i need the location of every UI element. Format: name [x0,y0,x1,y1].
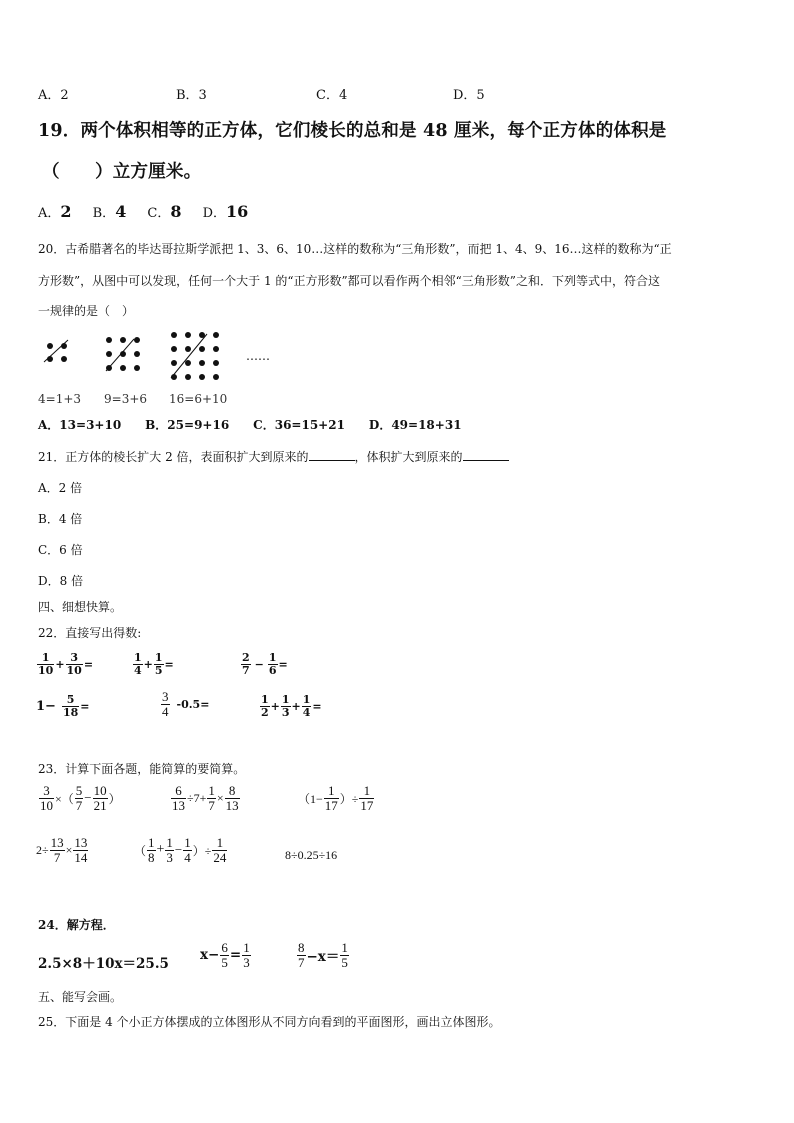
q21-blank-2[interactable] [463,449,509,461]
numerator: 8 [298,940,305,955]
operator: −x＝ [306,949,340,966]
q19-line1: 19．两个体积相等的正方体，它们棱长的总和是 48 厘米，每个正方体的体积是 [38,121,667,141]
denominator: 24 [213,849,227,865]
prefix: x− [200,947,220,964]
q25-text: 25．下面是 4 个小正方体摆成的立体图形从不同方向看到的平面图形，画出立体图形。 [38,1015,501,1029]
denominator: 13 [172,797,185,813]
operator: − [254,657,264,671]
numerator: 6 [221,940,228,955]
numerator: 5 [62,694,79,707]
operator: + [143,657,153,671]
operator: + [55,657,65,671]
denominator: 4 [162,703,169,719]
q20-options[interactable]: A．13=3+10 B．25=9+16 C．36=15+21 D．49=18+31 [38,418,462,432]
numerator: 1 [212,836,227,851]
q18-option-d[interactable]: D．5 [453,88,485,103]
operator: − [84,790,92,806]
numerator: 8 [225,784,240,799]
q19-option-b[interactable]: 4 [115,202,127,221]
denominator: 21 [93,797,107,813]
prefix: 1− [36,698,56,714]
q24-equation-3 [296,941,350,969]
numerator: 5 [75,783,83,798]
operator: × [216,790,224,805]
denominator: 4 [184,849,191,865]
numerator: 1 [302,693,311,706]
equals: = [278,657,288,671]
q18-option-b[interactable]: B．3 [176,88,207,103]
q22-expr-3 [240,652,288,676]
denominator: 8 [148,849,155,865]
numerator: 1 [268,651,277,664]
operator: ×（ [55,791,74,806]
suffix: ） [108,791,121,806]
denominator: 17 [324,797,338,813]
numerator: 1 [184,835,191,850]
numerator: 3 [162,689,169,704]
equals: = [83,657,94,671]
numerator: 6 [171,784,186,799]
denominator: 14 [74,849,88,865]
q20-ellipsis: …… [246,349,270,363]
denominator: 5 [341,954,348,970]
q24-equation-2 [200,941,252,969]
numerator: 13 [74,835,88,850]
section-4-heading: 四、细想快算。 [38,600,123,614]
q19-option-c[interactable]: 8 [170,202,182,221]
denominator: 7 [75,797,83,813]
denominator: 10 [66,663,82,677]
q22-expr-1 [36,652,93,676]
numerator: 1 [341,940,348,955]
equals: = [164,657,174,671]
q22-expr-4 [36,694,89,718]
section-5-heading: 五、能写会画。 [38,990,123,1004]
denominator: 3 [243,954,250,970]
q23-expr-5 [134,836,228,864]
denominator: 6 [268,663,277,677]
q20-line1: 20．古希腊著名的毕达哥拉斯学派把 1、3、6、10…这样的数称为“三角形数”，而把 1、4、9、16…这样的数称为“正 [38,242,672,256]
q23-expr-1 [38,784,121,812]
prefix: 2÷ [36,842,49,857]
denominator: 5 [221,954,228,970]
q24-title: 24．解方程． [38,918,115,932]
q21-option-c[interactable]: C．6 倍 [38,543,83,557]
numerator: 1 [134,651,142,664]
q22-title: 22．直接写出得数: [38,626,142,640]
q19-line2: （ ）立方厘米。 [42,162,202,182]
diagonal-line [40,336,74,366]
numerator: 10 [93,783,107,798]
numerator: 2 [242,651,250,664]
operator: − [174,842,183,858]
numerator: 1 [154,651,163,664]
q23-expr-3 [298,784,375,812]
numerator: 1 [324,784,339,799]
denominator: 7 [208,797,215,813]
q21-option-a[interactable]: A．2 倍 [38,481,83,495]
denominator: 17 [360,797,374,813]
q19-option-c-label: C． [147,206,171,221]
operator: + [156,842,165,858]
q23-expr-4 [36,836,89,864]
q24-equation-1: 2.5×8＋10x＝25.5 [38,956,169,972]
operator: + [291,699,301,713]
operator: × [65,842,73,857]
q23-expr-2 [170,784,241,812]
denominator: 3 [281,705,290,719]
denominator: 3 [166,849,173,865]
q19-option-a[interactable]: 2 [60,202,72,221]
q19-option-b-label: B． [92,206,116,221]
q19-option-a-label: A． [38,206,61,221]
denominator: 4 [134,663,142,677]
diagonal-line [100,333,146,377]
numerator: 1 [148,835,155,850]
q21-stem [38,448,509,465]
q20-fig-label-2: 9=3+6 [104,392,148,406]
q22-expr-6 [259,694,322,718]
equals: = [80,699,90,713]
numerator: 3 [39,784,54,799]
denominator: 5 [154,663,163,677]
equals: = [312,699,322,713]
operator: ）÷ [192,843,212,858]
numerator: 1 [359,784,374,799]
q19-options [38,202,248,221]
numerator: 1 [261,693,269,706]
q18-option-a[interactable]: A．2 [38,88,69,103]
q20-fig-label-1: 4=1+3 [38,392,82,406]
denominator: 4 [302,705,311,719]
q21-text-b: ，体积扩大到原来的 [354,450,463,464]
operator: ÷7+ [187,790,207,805]
numerator: 1 [243,940,250,955]
q23-title: 23．计算下面各题，能简算的要简算。 [38,762,246,776]
q20-fig-label-3: 16=6+10 [169,392,228,406]
numerator: 1 [208,783,215,798]
q22-expr-2 [132,652,174,676]
q20-line3: 一规律的是（ ） [38,304,135,318]
q18-option-c[interactable]: C．4 [316,88,348,103]
denominator: 10 [38,663,54,677]
q21-option-b[interactable]: B．4 倍 [38,512,83,526]
numerator: 13 [50,835,64,850]
q19-option-d-label: D． [202,206,227,221]
denominator: 10 [40,797,53,813]
prefix: （ [134,843,147,858]
prefix: （1− [298,791,323,806]
suffix: -0.5= [176,697,210,711]
numerator: 3 [66,652,83,665]
operator: ）÷ [339,791,359,806]
denominator: 18 [62,705,79,719]
denominator: 7 [298,954,305,970]
q22-expr-5 [160,690,209,718]
q23-expr-6: 8÷0.25÷16 [285,848,338,862]
numerator: 1 [166,835,173,850]
denominator: 2 [261,705,269,719]
denominator: 13 [225,797,239,813]
numerator: 1 [281,693,290,706]
denominator: 7 [242,663,250,677]
diagonal-line [165,328,225,384]
operator: + [270,699,280,713]
numerator: 1 [37,652,54,665]
q21-option-d[interactable]: D．8 倍 [38,574,84,588]
q21-text-a: 21．正方体的棱长扩大 2 倍，表面积扩大到原来的 [38,450,309,464]
denominator: 7 [53,849,61,865]
equals: = [229,947,242,964]
q21-blank-1[interactable] [309,449,355,461]
q19-option-d[interactable]: 16 [226,202,249,221]
q20-line2: 方形数”，从图中可以发现，任何一个大于 1 的“正方形数”都可以看作两个相邻“三角形数”之和．下列等式中，符合这 [38,274,660,288]
